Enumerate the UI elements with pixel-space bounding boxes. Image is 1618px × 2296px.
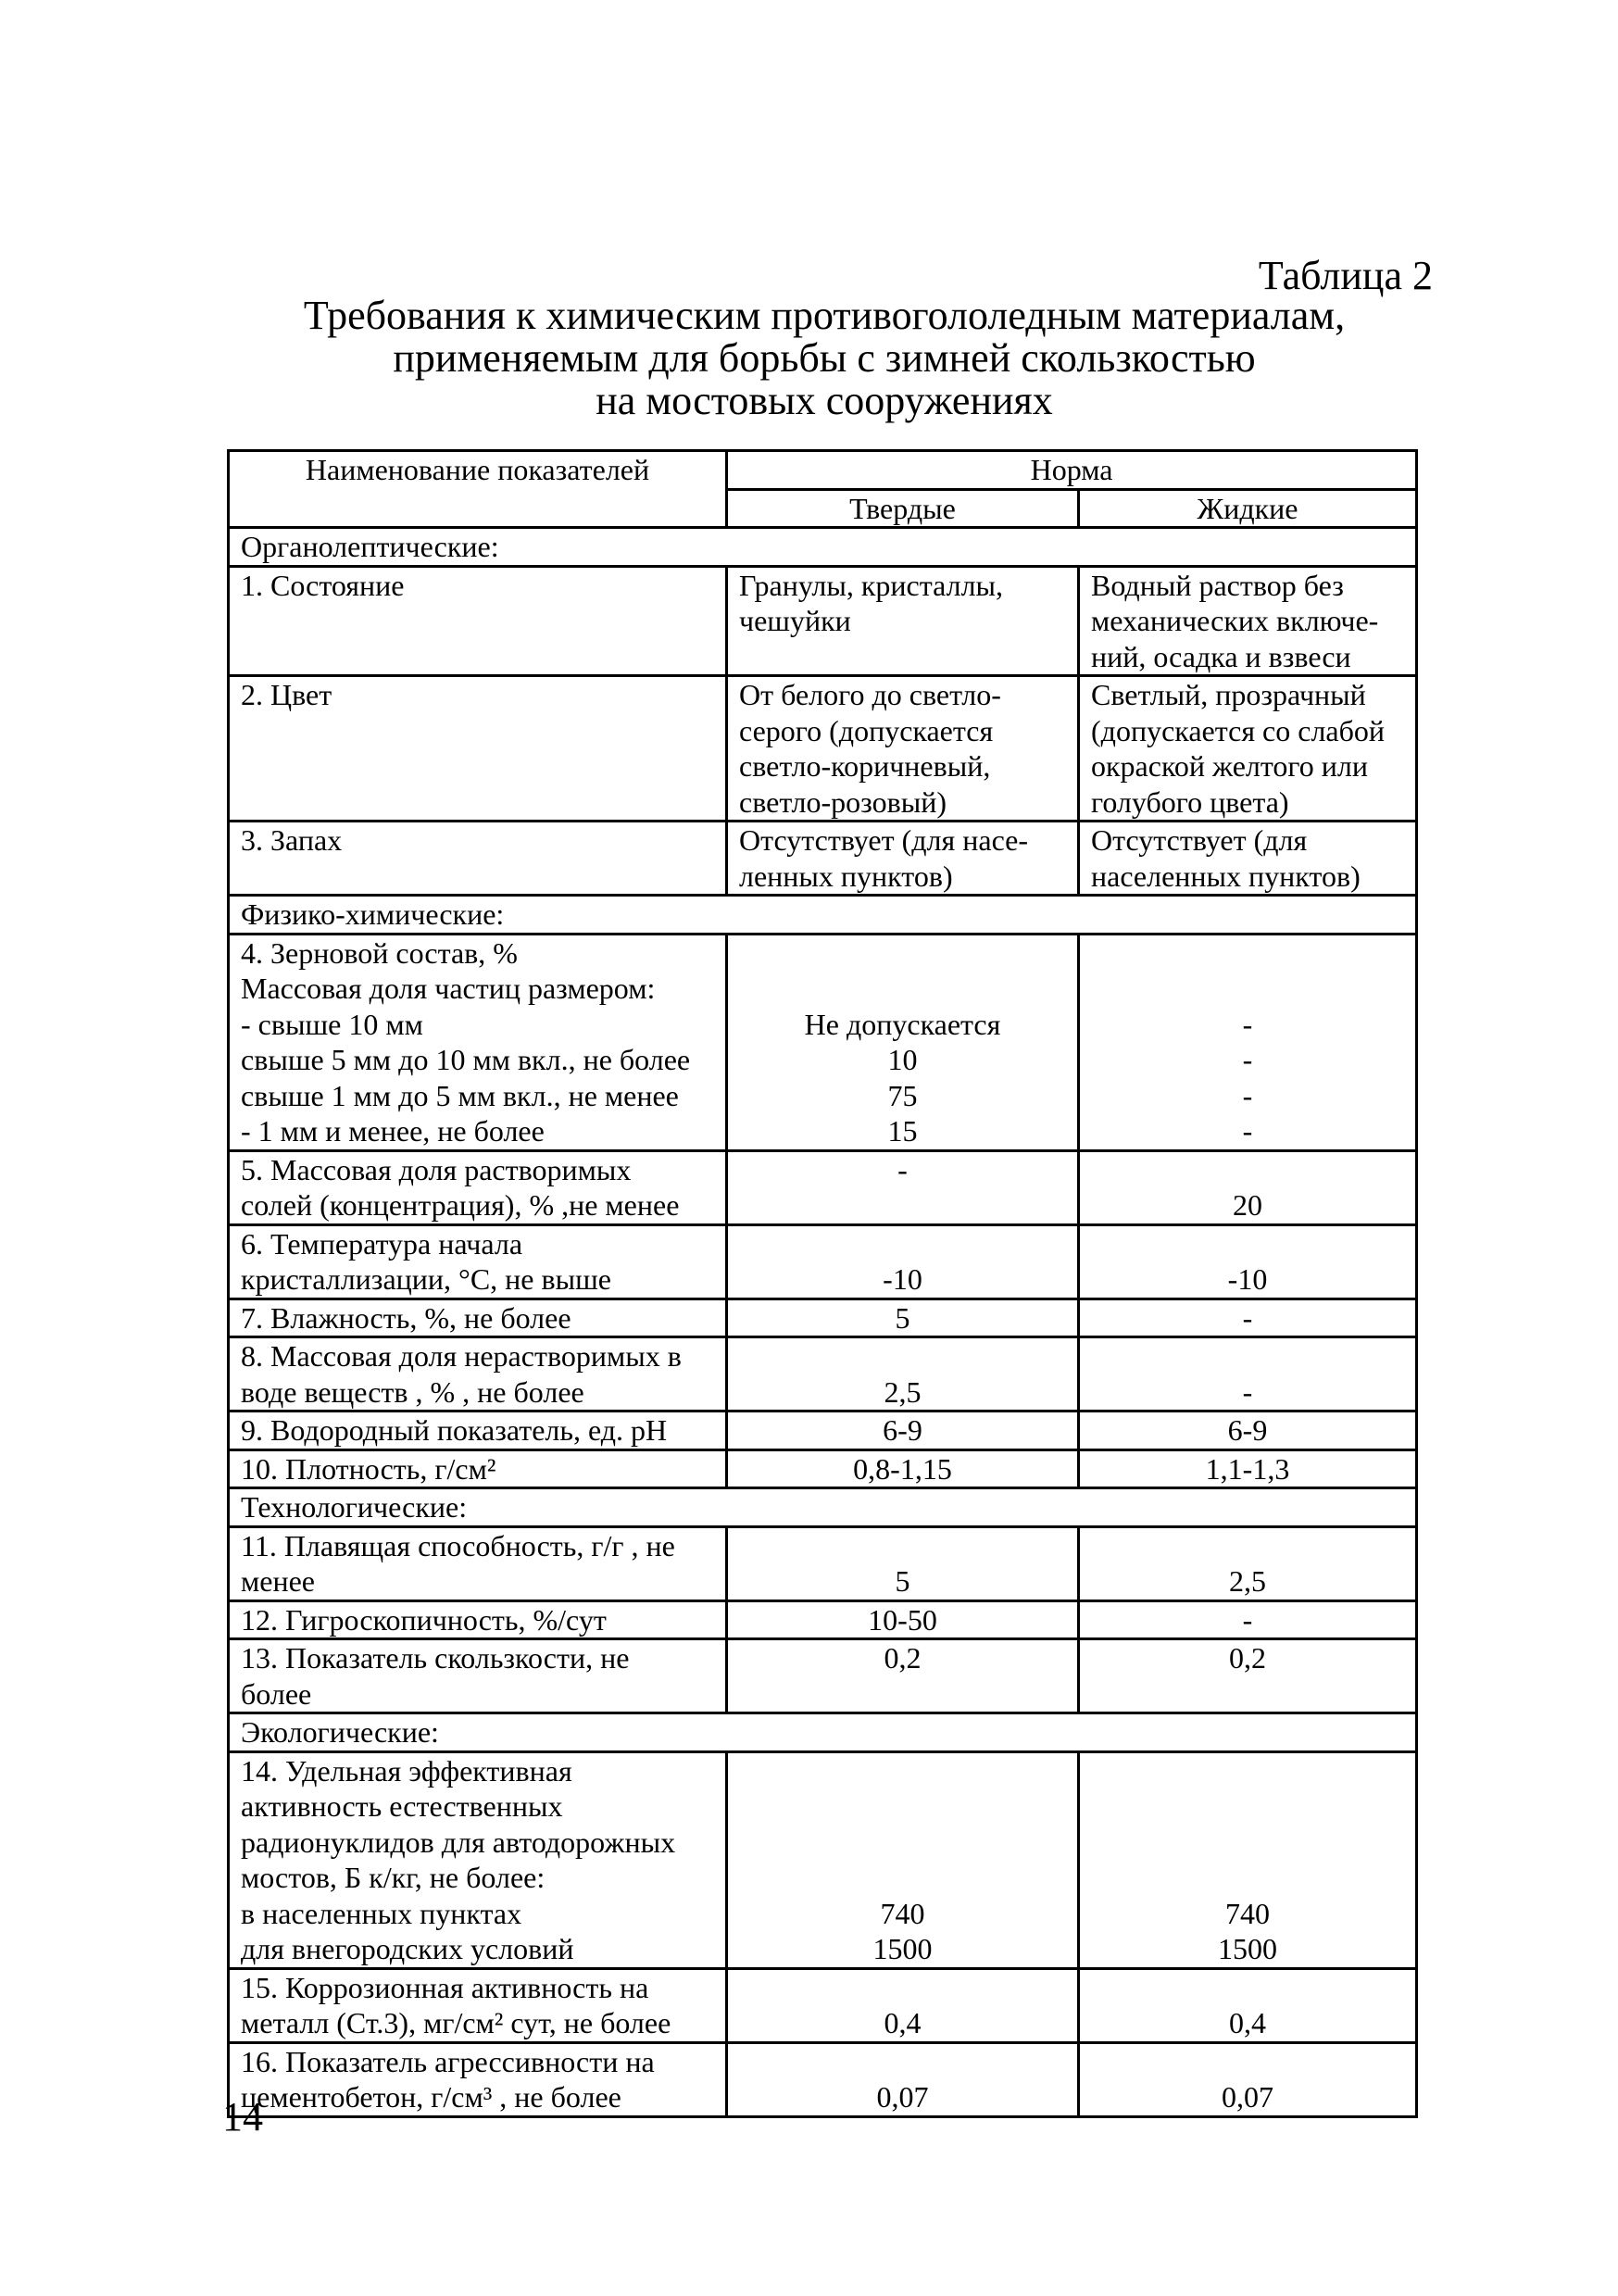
cell-line: Отсутствует (для [1091,823,1308,857]
section-organoleptic: Органолептические: [229,528,1417,567]
cell-line: ленных пунктов) [739,859,953,893]
cell-line: (допускается со слабой [1091,713,1386,747]
cell-line: 4. Зерновой состав, % [241,935,518,970]
solid-value: 5 [727,1299,1079,1337]
liquid-value: 0,2 [1079,1639,1417,1713]
cell-line: окраской желтого или [1091,749,1368,783]
header-solid: Твердые [727,489,1079,528]
cell-line: менее [241,1564,315,1598]
cell-line: - [1242,1007,1253,1041]
cell-line: 11. Плавящая способность, г/г , не [241,1528,675,1562]
section-row [229,1713,1417,1752]
param-name [229,1526,727,1600]
param-name: 9. Водородный показатель, ед. pH [229,1411,727,1450]
table-label: Таблица 2 [1258,253,1433,298]
param-name [229,1751,727,1968]
param-name: 1. Состояние [229,566,727,676]
cell-line: Не допускается [804,1007,1001,1041]
cell-line: - [1242,1078,1253,1112]
table-row [229,1299,1417,1337]
cell-line: 740 [880,1896,925,1930]
liquid-value [1079,934,1417,1150]
cell-line: От белого до светло- [739,678,1001,711]
cell-line: Массовая доля частиц размером: [241,972,656,1005]
cell-line: голубого цвета) [1091,784,1289,819]
cell-line: механических включе- [1091,604,1379,637]
cell-line: Отсутствует (для насе- [739,823,1029,857]
cell-line: 13. Показатель скользкости, не [241,1641,630,1675]
solid-value: 0,8-1,15 [727,1449,1079,1488]
table-row [229,1449,1417,1488]
param-name: 3. Запах [229,822,727,896]
header-row [229,451,1417,490]
cell-line: 10 [887,1043,918,1076]
cell-line: 15 [887,1114,918,1148]
table-title [232,295,1417,422]
param-name: 12. Гигроскопичность, %/сут [229,1600,727,1639]
section-row [229,528,1417,567]
cell-line: мостов, Б к/кг, не более: [241,1861,546,1894]
cell-line: свыше 5 мм до 10 мм вкл., не более [241,1043,691,1076]
section-physchem: Физико-химические: [229,896,1417,935]
solid-value: 6-9 [727,1411,1079,1450]
table-row [229,1639,1417,1713]
liquid-value: - [1079,1299,1417,1337]
page-number: 14 [222,2094,263,2139]
cell-line: воде веществ , % , не более [241,1374,584,1409]
section-row [229,896,1417,935]
header-liquid: Жидкие [1079,489,1417,528]
solid-value [727,566,1079,676]
param-name: 10. Плотность, г/см² [229,1449,727,1488]
cell-line: - свыше 10 мм [241,1007,423,1041]
liquid-value [1079,822,1417,896]
solid-value [727,822,1079,896]
solid-value: 10-50 [727,1600,1079,1639]
table-row [229,1337,1417,1411]
requirements-table [227,449,1418,2118]
cell-line: - 1 мм и менее, не более [241,1114,545,1148]
param-name [229,1150,727,1224]
cell-line: 6. Температура начала [241,1226,523,1261]
cell-line: активность естественных [241,1789,563,1823]
cell-line: 740 [1225,1896,1270,1930]
param-name: 7. Влажность, %, не более [229,1299,727,1337]
liquid-value: 1,1-1,3 [1079,1449,1417,1488]
solid-value: - [727,1150,1079,1224]
table-row [229,566,1417,676]
title-line: на мостовых сооружениях [596,378,1053,423]
cell-line: чешуйки [739,604,851,637]
cell-line: 15. Коррозионная активность на [241,1970,649,2004]
cell-line: серого (допускается [739,713,994,747]
cell-line: 75 [887,1078,918,1112]
cell-line: для внегородских условий [241,1932,574,1965]
header-norm: Норма [727,451,1417,490]
cell-line: 14. Удельная эффективная [241,1753,572,1788]
param-name [229,1337,727,1411]
cell-line: светло-коричневый, [739,749,991,783]
liquid-value: - [1079,1600,1417,1639]
cell-line: кристаллизации, °С, не выше [241,1262,611,1296]
cell-line: - [1242,1043,1253,1076]
solid-value: 0,4 [727,1968,1079,2042]
solid-value: 2,5 [727,1337,1079,1411]
param-name [229,1224,727,1299]
section-ecological: Экологические: [229,1713,1417,1752]
table-row [229,1600,1417,1639]
cell-line: более [241,1676,312,1711]
cell-line: Водный раствор без [1091,568,1344,602]
title-line: Требования к химическим противогололедным материалам, [303,293,1346,338]
liquid-value: 0,07 [1079,2042,1417,2116]
table-row [229,934,1417,1150]
liquid-value: 2,5 [1079,1526,1417,1600]
cell-line: Светлый, прозрачный [1091,678,1366,711]
solid-value: 0,07 [727,2042,1079,2116]
cell-line: 5. Массовая доля растворимых [241,1152,632,1186]
title-line: применяемым для борьбы с зимней скользкостью [393,335,1256,381]
table-row [229,1411,1417,1450]
param-name [229,2042,727,2116]
cell-line: Гранулы, кристаллы, [739,568,1004,602]
solid-value [727,934,1079,1150]
cell-line: свыше 1 мм до 5 мм вкл., не менее [241,1078,679,1112]
table-row [229,1751,1417,1968]
liquid-value [1079,1751,1417,1968]
table-row [229,1968,1417,2042]
cell-line: в населенных пунктах [241,1896,522,1930]
liquid-value: 0,4 [1079,1968,1417,2042]
table-row [229,1526,1417,1600]
param-name [229,934,727,1150]
param-name [229,1639,727,1713]
section-row [229,1488,1417,1527]
solid-value: 5 [727,1526,1079,1600]
cell-line: 1500 [1218,1932,1277,1965]
solid-value: 0,2 [727,1639,1079,1713]
table-row [229,1224,1417,1299]
param-name [229,1968,727,2042]
solid-value [727,1751,1079,1968]
table-row [229,822,1417,896]
cell-line: населенных пунктов) [1091,859,1361,893]
header-indicator: Наименование показателей [229,451,727,528]
solid-value [727,676,1079,822]
cell-line: радионуклидов для автодорожных [241,1825,676,1859]
table-row [229,1150,1417,1224]
solid-value: -10 [727,1224,1079,1299]
cell-line: 16. Показатель агрессивности на [241,2044,655,2078]
cell-line: солей (концентрация), % ,не менее [241,1188,680,1222]
liquid-value: -10 [1079,1224,1417,1299]
liquid-value [1079,676,1417,822]
section-technological: Технологические: [229,1488,1417,1527]
cell-line: цементобетон, г/см³ , не более [241,2080,621,2114]
liquid-value [1079,566,1417,676]
cell-line: - [1242,1114,1253,1148]
cell-line: 8. Массовая доля нерастворимых в [241,1339,682,1373]
liquid-value: 6-9 [1079,1411,1417,1450]
liquid-value: 20 [1079,1150,1417,1224]
cell-line: металл (Ст.3), мг/см² сут, не более [241,2006,671,2039]
liquid-value: - [1079,1337,1417,1411]
cell-line: ний, осадка и взвеси [1091,639,1351,673]
table-row [229,676,1417,822]
param-name: 2. Цвет [229,676,727,822]
cell-line: 1500 [872,1932,933,1965]
cell-line: светло-розовый) [739,784,947,819]
table-row [229,2042,1417,2116]
